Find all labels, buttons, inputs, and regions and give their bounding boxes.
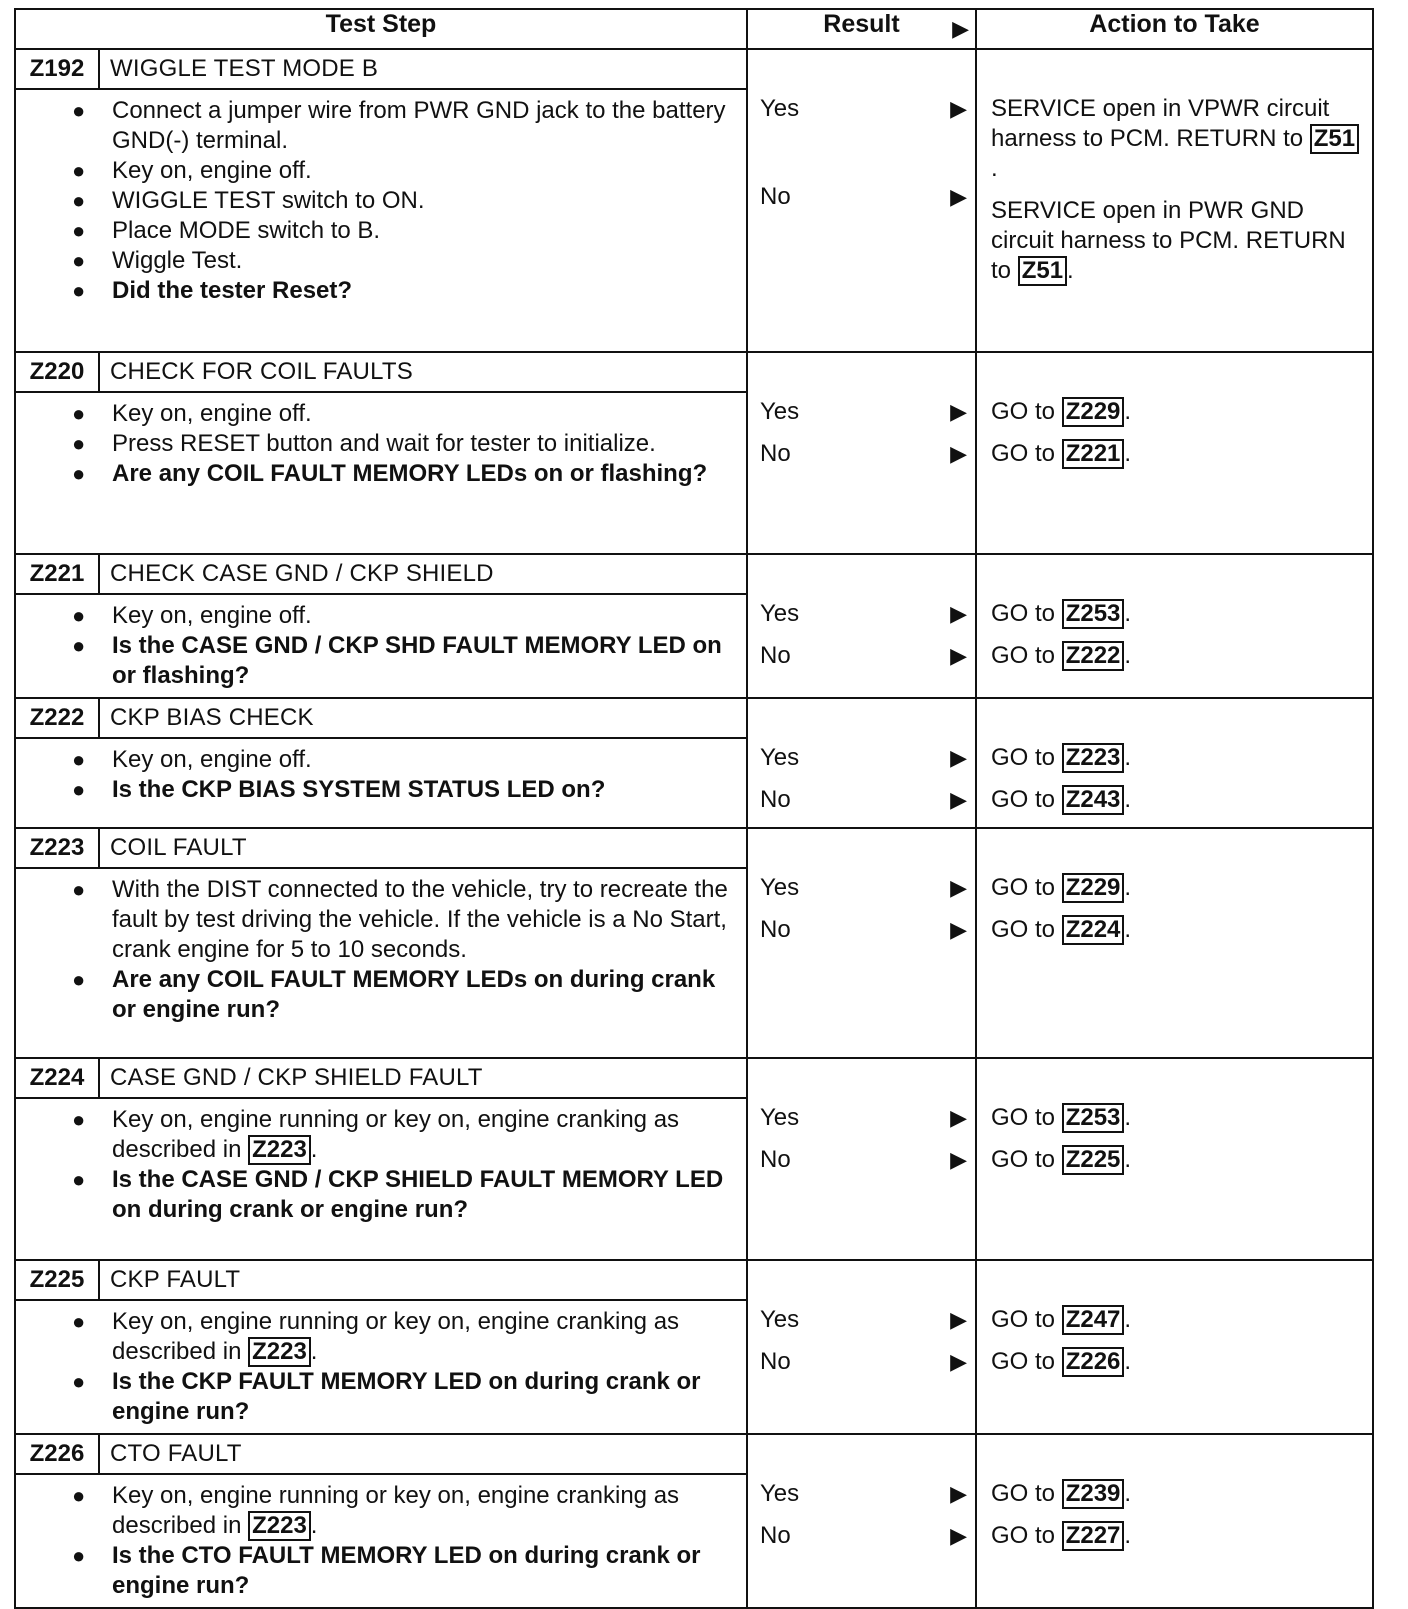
step-reference-link[interactable]: Z222	[1062, 641, 1125, 671]
step-reference-link[interactable]: Z247	[1062, 1305, 1125, 1335]
action-yes: GO to Z247 .	[991, 1306, 1132, 1333]
header-test-step: Test Step	[15, 9, 747, 49]
action-list	[977, 353, 1372, 469]
step-code: Z222	[16, 699, 100, 737]
action-cell	[976, 1434, 1373, 1608]
action-text: GO to	[991, 1480, 1056, 1507]
test-step-cell	[15, 1058, 747, 1260]
step-question	[72, 1165, 736, 1225]
action-list	[977, 50, 1372, 286]
step-bullet-list	[16, 1301, 746, 1433]
step-bullet-list	[16, 869, 746, 1031]
question-text: Is the CASE GND / CKP SHD FAULT MEMORY LED on or flashing?	[112, 632, 722, 689]
result-cell	[747, 49, 976, 352]
step-bullet: ● Key on, engine running or key on, engine cranking as described in Z223 .	[72, 1482, 680, 1539]
arrow-icon: ▶	[950, 601, 967, 626]
header-result: Result	[823, 10, 900, 38]
action-list	[977, 1261, 1372, 1377]
step-title: CHECK CASE GND / CKP SHIELD	[110, 560, 494, 587]
result-yes	[760, 1305, 967, 1335]
result-no-label: No	[760, 183, 791, 210]
step-title: WIGGLE TEST MODE B	[110, 55, 379, 82]
step-code: Z225	[16, 1261, 100, 1299]
step-question	[72, 459, 736, 489]
action-list	[977, 699, 1372, 815]
step-bullet-list	[16, 393, 746, 495]
step-bullet-list	[16, 595, 746, 697]
result-cell	[747, 828, 976, 1058]
result-yes-label: Yes	[760, 398, 800, 425]
step-header	[16, 1059, 746, 1099]
step-title: CHECK FOR COIL FAULTS	[110, 358, 413, 385]
bullet-icon: ●	[72, 188, 86, 213]
action-text: GO to	[991, 1306, 1056, 1333]
action-text: GO to	[991, 642, 1056, 669]
step-code: Z224	[16, 1059, 100, 1097]
table-row	[15, 1058, 1373, 1260]
result-cell	[747, 1260, 976, 1434]
table-row	[15, 352, 1373, 554]
result-cell	[747, 698, 976, 828]
action-cell	[976, 828, 1373, 1058]
bullet-icon: ●	[72, 1167, 86, 1192]
result-no	[760, 1145, 967, 1175]
result-yes-label: Yes	[760, 874, 800, 901]
result-list	[748, 353, 975, 469]
result-yes	[760, 743, 967, 773]
result-yes	[760, 1103, 967, 1133]
step-bullet	[72, 96, 736, 156]
result-yes	[760, 1479, 967, 1509]
action-cell	[976, 352, 1373, 554]
result-cell	[747, 554, 976, 698]
action-yes: SERVICE open in VPWR circuit harness to PCM. RETURN to Z51.	[991, 94, 1362, 184]
result-no-label: No	[760, 916, 791, 943]
result-no-label: No	[760, 642, 791, 669]
step-question	[72, 1367, 736, 1427]
question-text: Are any COIL FAULT MEMORY LEDs on during crank or engine run?	[112, 966, 716, 1023]
result-yes-label: Yes	[760, 744, 800, 771]
bullet-icon: ●	[72, 431, 86, 456]
step-header	[16, 50, 746, 90]
action-list	[977, 555, 1372, 671]
action-text: GO to	[991, 1522, 1056, 1549]
action-text: GO to	[991, 916, 1056, 943]
action-yes: GO to Z253 .	[991, 600, 1132, 627]
step-bullet-list	[16, 739, 746, 811]
arrow-icon: ▶	[950, 917, 967, 942]
bullet-icon: ●	[72, 1483, 86, 1508]
bullet-icon: ●	[72, 877, 86, 902]
action-text: GO to	[991, 786, 1056, 813]
bullet-text: Key on, engine off.	[112, 602, 312, 629]
result-no-label: No	[760, 786, 791, 813]
step-header	[16, 829, 746, 869]
step-bullet	[72, 216, 736, 246]
result-list	[748, 1261, 975, 1377]
step-reference-link[interactable]: Z223	[248, 1337, 311, 1367]
action-text: GO to	[991, 440, 1056, 467]
test-step-cell	[15, 352, 747, 554]
step-reference-link[interactable]: Z227	[1062, 1521, 1125, 1551]
step-reference-link[interactable]: Z253	[1062, 1103, 1125, 1133]
question-text: Is the CASE GND / CKP SHIELD FAULT MEMORY LED on during crank or engine run?	[112, 1166, 724, 1223]
action-list	[977, 1435, 1372, 1551]
bullet-icon: ●	[72, 158, 86, 183]
test-step-cell	[15, 828, 747, 1058]
action-no: GO to Z226 .	[991, 1348, 1132, 1375]
step-code: Z223	[16, 829, 100, 867]
action-cell	[976, 698, 1373, 828]
result-yes-label: Yes	[760, 95, 800, 122]
arrow-icon: ▶	[950, 875, 967, 900]
arrow-icon: ▶	[950, 399, 967, 424]
action-yes: GO to Z253 .	[991, 1104, 1132, 1131]
header-result-cell	[747, 9, 976, 49]
table-row	[15, 1260, 1373, 1434]
step-reference-link[interactable]: Z225	[1062, 1145, 1125, 1175]
table-body	[15, 49, 1373, 1608]
step-question	[72, 631, 736, 691]
test-step-cell	[15, 698, 747, 828]
result-no	[760, 1521, 967, 1551]
result-no-label: No	[760, 1146, 791, 1173]
result-yes-label: Yes	[760, 1104, 800, 1131]
step-bullet	[72, 601, 736, 631]
result-yes	[760, 94, 967, 124]
test-step-cell	[15, 554, 747, 698]
action-no: GO to Z221 .	[991, 440, 1132, 467]
action-text: GO to	[991, 874, 1056, 901]
result-list	[748, 699, 975, 815]
action-cell	[976, 1260, 1373, 1434]
bullet-text: Key on, engine off.	[112, 157, 312, 184]
action-no: GO to Z243 .	[991, 786, 1132, 813]
step-reference-link[interactable]: Z239	[1062, 1479, 1125, 1509]
action-yes: GO to Z223 .	[991, 744, 1132, 771]
step-title: COIL FAULT	[110, 834, 247, 861]
bullet-icon: ●	[72, 603, 86, 628]
result-yes	[760, 599, 967, 629]
step-title: CASE GND / CKP SHIELD FAULT	[110, 1064, 483, 1091]
action-list	[977, 1059, 1372, 1175]
test-step-cell	[15, 1260, 747, 1434]
step-header	[16, 1435, 746, 1475]
result-cell	[747, 352, 976, 554]
bullet-icon: ●	[72, 218, 86, 243]
pinpoint-test-table	[14, 8, 1374, 1609]
action-cell	[976, 554, 1373, 698]
bullet-icon: ●	[72, 1369, 86, 1394]
test-step-cell	[15, 49, 747, 352]
step-reference-link[interactable]: Z253	[1062, 599, 1125, 629]
arrow-icon: ▶	[950, 1147, 967, 1172]
action-text: GO to	[991, 1348, 1056, 1375]
question-text: Is the CKP FAULT MEMORY LED on during crank or engine run?	[112, 1368, 701, 1425]
bullet-icon: ●	[72, 747, 86, 772]
bullet-icon: ●	[72, 461, 86, 486]
step-question	[72, 775, 736, 805]
step-reference-link[interactable]: Z223	[1062, 743, 1125, 773]
result-yes-label: Yes	[760, 600, 800, 627]
result-no	[760, 1347, 967, 1377]
step-bullet-list	[16, 1099, 746, 1231]
step-bullet: ● Key on, engine running or key on, engine cranking as described in Z223 .	[72, 1308, 680, 1365]
step-title: CKP FAULT	[110, 1266, 241, 1293]
step-reference-link[interactable]: Z229	[1062, 873, 1125, 903]
step-reference-link[interactable]: Z223	[248, 1135, 311, 1165]
result-no	[760, 641, 967, 671]
bullet-text: Press RESET button and wait for tester to initialize.	[112, 430, 656, 457]
result-no-label: No	[760, 1522, 791, 1549]
arrow-icon: ▶	[950, 184, 967, 209]
action-text: SERVICE open in VPWR circuit harness to PCM. RETURN to	[991, 95, 1330, 152]
result-no	[760, 785, 967, 815]
test-step-cell	[15, 1434, 747, 1608]
arrow-icon: ▶	[950, 1481, 967, 1506]
step-reference-link[interactable]: Z229	[1062, 397, 1125, 427]
question-text: Did the tester Reset?	[112, 277, 353, 304]
step-bullet	[72, 429, 736, 459]
step-bullet-list	[16, 1475, 746, 1607]
arrow-icon: ▶	[950, 1523, 967, 1548]
action-yes: GO to Z229 .	[991, 398, 1132, 425]
step-bullet: ● Key on, engine running or key on, engine cranking as described in Z223 .	[72, 1106, 680, 1163]
arrow-icon: ▶	[950, 643, 967, 668]
result-cell	[747, 1434, 976, 1608]
result-no	[760, 439, 967, 469]
table-header-row	[15, 9, 1373, 49]
question-text: Are any COIL FAULT MEMORY LEDs on or flashing?	[112, 460, 708, 487]
diagnostic-page	[14, 8, 1372, 1609]
bullet-text: With the DIST connected to the vehicle, try to recreate the fault by test driving the vehicle. If the vehicle is a No Start, crank engine for 5 to 10 seconds.	[112, 876, 728, 963]
action-cell	[976, 1058, 1373, 1260]
action-text: GO to	[991, 600, 1056, 627]
action-no: GO to Z227 .	[991, 1522, 1132, 1549]
step-code: Z221	[16, 555, 100, 593]
bullet-icon: ●	[72, 98, 86, 123]
step-code: Z192	[16, 50, 100, 88]
step-code: Z226	[16, 1435, 100, 1473]
action-yes: GO to Z239 .	[991, 1480, 1132, 1507]
bullet-icon: ●	[72, 278, 86, 303]
step-bullet	[72, 399, 736, 429]
arrow-icon: ▶	[950, 745, 967, 770]
step-header	[16, 353, 746, 393]
step-reference-link[interactable]: Z224	[1062, 915, 1125, 945]
step-question	[72, 276, 736, 306]
result-yes	[760, 873, 967, 903]
bullet-text: Place MODE switch to B.	[112, 217, 381, 244]
result-list	[748, 829, 975, 945]
action-no: GO to Z224 .	[991, 916, 1132, 943]
bullet-icon: ●	[72, 401, 86, 426]
result-cell	[747, 1058, 976, 1260]
step-bullet-list	[16, 90, 746, 312]
action-text: GO to	[991, 1104, 1056, 1131]
step-reference-link[interactable]: Z221	[1062, 439, 1125, 469]
table-row	[15, 554, 1373, 698]
arrow-icon: ▶	[950, 1349, 967, 1374]
step-reference-link[interactable]: Z51	[1018, 256, 1067, 286]
step-header	[16, 555, 746, 595]
result-no	[760, 915, 967, 945]
table-row	[15, 698, 1373, 828]
arrow-icon: ▶	[950, 787, 967, 812]
result-no-label: No	[760, 1348, 791, 1375]
question-text: Is the CKP BIAS SYSTEM STATUS LED on?	[112, 776, 606, 803]
bullet-icon: ●	[72, 777, 86, 802]
step-reference-link[interactable]: Z226	[1062, 1347, 1125, 1377]
step-title: CKP BIAS CHECK	[110, 704, 314, 731]
table-row	[15, 1434, 1373, 1608]
table-row	[15, 49, 1373, 352]
step-bullet	[72, 156, 736, 186]
bullet-icon: ●	[72, 633, 86, 658]
action-list	[977, 829, 1372, 945]
bullet-text: Key on, engine off.	[112, 746, 312, 773]
bullet-icon: ●	[72, 1107, 86, 1132]
bullet-icon: ●	[72, 1543, 86, 1568]
action-cell	[976, 49, 1373, 352]
result-yes-label: Yes	[760, 1480, 800, 1507]
action-no: GO to Z222 .	[991, 642, 1132, 669]
step-title: CTO FAULT	[110, 1440, 242, 1467]
action-text: SERVICE open in PWR GND circuit harness to PCM. RETURN to	[991, 197, 1346, 284]
result-no	[760, 182, 967, 212]
step-reference-link[interactable]: Z223	[248, 1511, 311, 1541]
step-bullet	[72, 246, 736, 276]
step-header	[16, 699, 746, 739]
step-bullet	[72, 875, 736, 965]
question-text: Is the CTO FAULT MEMORY LED on during crank or engine run?	[112, 1542, 701, 1599]
bullet-icon: ●	[72, 1309, 86, 1334]
step-code: Z220	[16, 353, 100, 391]
result-list	[748, 1435, 975, 1551]
arrow-icon: ▶	[950, 1105, 967, 1130]
bullet-text: Wiggle Test.	[112, 247, 243, 274]
bullet-text: Key on, engine running or key on, engine cranking as described in	[112, 1308, 680, 1365]
arrow-icon: ▶	[950, 96, 967, 121]
bullet-icon: ●	[72, 248, 86, 273]
step-bullet	[72, 186, 736, 216]
step-reference-link[interactable]: Z51	[1310, 124, 1359, 154]
table-row	[15, 828, 1373, 1058]
bullet-text: Key on, engine running or key on, engine cranking as described in	[112, 1106, 680, 1163]
result-yes-label: Yes	[760, 1306, 800, 1333]
result-list	[748, 50, 975, 212]
step-bullet	[72, 745, 736, 775]
arrow-icon: ▶	[952, 16, 969, 41]
result-yes	[760, 397, 967, 427]
result-no-label: No	[760, 440, 791, 467]
step-reference-link[interactable]: Z243	[1062, 785, 1125, 815]
result-list	[748, 555, 975, 671]
step-header	[16, 1261, 746, 1301]
action-text: GO to	[991, 744, 1056, 771]
action-text: GO to	[991, 1146, 1056, 1173]
bullet-text: Connect a jumper wire from PWR GND jack to the battery GND(-) terminal.	[112, 97, 726, 154]
step-question	[72, 1541, 736, 1601]
bullet-icon: ●	[72, 967, 86, 992]
action-no: GO to Z225 .	[991, 1146, 1132, 1173]
action-no: SERVICE open in PWR GND circuit harness to PCM. RETURN to Z51 .	[991, 197, 1346, 284]
arrow-icon: ▶	[950, 441, 967, 466]
arrow-icon: ▶	[950, 1307, 967, 1332]
step-question	[72, 965, 736, 1025]
bullet-text: Key on, engine running or key on, engine cranking as described in	[112, 1482, 680, 1539]
bullet-text: Key on, engine off.	[112, 400, 312, 427]
header-action: Action to Take	[976, 9, 1373, 49]
result-list	[748, 1059, 975, 1175]
action-yes: GO to Z229 .	[991, 874, 1132, 901]
action-text: GO to	[991, 398, 1056, 425]
bullet-text: WIGGLE TEST switch to ON.	[112, 187, 425, 214]
